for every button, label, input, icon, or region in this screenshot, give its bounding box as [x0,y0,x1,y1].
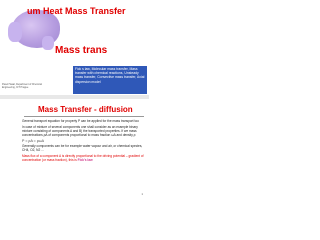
equation: P = ρA = ρωA [22,138,45,143]
paragraph-mixture: In case of mixture of several components one shall consider as an example binary mixture consisting of components A and B) the transported properties. If we mass concentrations ρA of components proportional to mass fraction ωA and density ρ [22,124,138,137]
title-divider [24,116,144,117]
title-line-1: um Heat Mass Transfer [27,6,126,16]
mass-flux-text: Mass flux of a component A is directly proportional to the driving potential – gradient of concentration (or mass fraction), this is [22,154,144,163]
author-credit: Pavel Hasal, Department of Chemical Engineering, ICT Prague [2,83,42,89]
ficks-law-label: Fick's law [77,158,93,163]
illustration-cylinder [8,22,22,42]
topics-box: Fick s law, Molecular mass transfer, Mass transfer with chemical reactions, Unsteady mass transfer, Convective mass transfer, Axial dispersion model [73,66,147,94]
slide-diffusion [0,99,149,198]
paragraph-components: Generally components can be for example water vapour and air, or chemical species, CH4, O2, N2 ... [22,144,143,153]
slide-title [0,0,149,95]
slide-body [22,119,146,164]
paragraph-transport: General transport equation for property P can be applied for the mass transport too [22,119,139,123]
paragraph-mass-flux [22,154,146,162]
slide-title: Mass Transfer - diffusion [38,105,133,114]
page-number: 1 [141,192,143,196]
illustration-cylinder [42,36,54,50]
title-line-2: Mass trans [55,45,108,56]
